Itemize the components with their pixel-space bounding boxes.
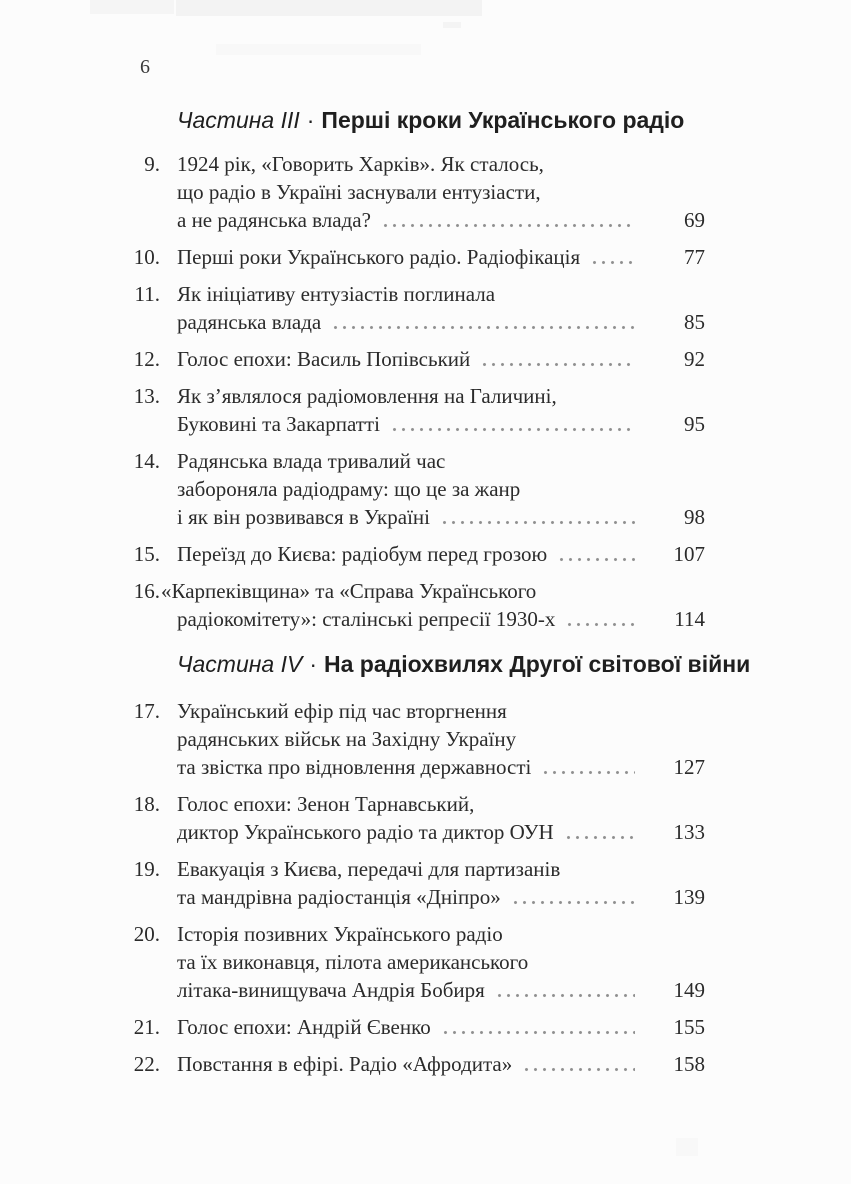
toc-entry <box>100 382 705 438</box>
entry-page-ref: 107 <box>673 542 705 566</box>
entry-number: 13. <box>133 384 160 408</box>
dot-leader <box>557 557 635 562</box>
entry-title-line: Буковині та Закарпатті <box>177 412 380 436</box>
toc-entry <box>100 920 705 1004</box>
entry-title-lastline <box>177 503 637 531</box>
entry-number: 9. <box>144 152 160 176</box>
entry-title <box>160 540 637 568</box>
entry-title-line: Як ініціативу ентузіастів поглинала <box>177 282 496 306</box>
entry-title-line: Евакуація з Києва, передачі для партизанів <box>177 857 561 881</box>
entry-title-line: диктор Українського радіо та диктор ОУН <box>177 820 554 844</box>
dot-leader <box>522 1067 635 1072</box>
entry-title <box>160 1013 637 1041</box>
entry-page-ref: 149 <box>673 978 705 1002</box>
scan-artifact <box>216 44 421 55</box>
entry-number: 22. <box>133 1052 160 1076</box>
entry-title <box>160 345 637 373</box>
entry-page-ref: 98 <box>684 505 705 529</box>
entry-number: 12. <box>133 347 160 371</box>
entry-title-lastline <box>177 753 637 781</box>
entry-title <box>160 790 637 846</box>
entry-page-ref: 77 <box>684 245 705 269</box>
entry-page-ref: 127 <box>673 755 705 779</box>
dot-leader <box>590 260 635 265</box>
dot-leader <box>565 622 635 627</box>
entry-title-lastline <box>177 243 637 271</box>
entry-title <box>160 382 637 438</box>
entry-title-lastline <box>177 345 637 373</box>
table-of-contents <box>100 105 751 1087</box>
entry-page-ref: 139 <box>673 885 705 909</box>
dot-leader <box>440 520 635 525</box>
entry-page-ref: 114 <box>674 607 705 631</box>
entry-number: 18. <box>133 792 160 816</box>
toc-entry <box>100 243 705 271</box>
entry-title-line: радянська влада <box>177 310 322 334</box>
toc-entry <box>100 447 705 531</box>
dot-leader <box>480 362 635 367</box>
entry-title-line: і як він розвивався в Україні <box>177 505 430 529</box>
entry-title-line: забороняла радіодраму: що це за жанр <box>177 477 521 501</box>
entry-number: 20. <box>133 922 160 946</box>
entry-title <box>160 447 637 531</box>
dot-leader <box>511 900 635 905</box>
entry-title-line: що радіо в Україні заснували ентузіасти, <box>177 180 541 204</box>
page-number: 6 <box>140 56 150 78</box>
entry-title-lastline <box>177 308 637 336</box>
toc-entry <box>100 1013 705 1041</box>
part-label: Частина III <box>177 107 300 133</box>
entry-title-line: та їх виконавця, пілота американського <box>177 950 529 974</box>
toc-entry <box>100 697 705 781</box>
entry-title-line: радянських військ на Західну Україну <box>177 727 517 751</box>
dot-leader <box>331 325 635 330</box>
dot-leader <box>441 1030 635 1035</box>
entry-title-lastline <box>177 206 637 234</box>
entry-number: 19. <box>133 857 160 881</box>
entry-page-ref: 133 <box>673 820 705 844</box>
separator-dot: · <box>309 651 317 677</box>
part-label: Частина IV <box>177 651 303 677</box>
entry-title-line: Переїзд до Києва: радіобум перед грозою <box>177 542 548 566</box>
entry-title <box>160 697 637 781</box>
toc-entry <box>100 280 705 336</box>
entry-title-line: Радянська влада тривалий час <box>177 449 446 473</box>
entry-title-lastline <box>177 883 637 911</box>
part-heading-3 <box>177 105 705 135</box>
toc-entry <box>100 345 705 373</box>
entry-title-line: та звістка про відновлення державності <box>177 755 532 779</box>
entry-title-lastline <box>177 605 637 633</box>
toc-entry <box>100 150 705 234</box>
dot-leader <box>381 223 635 228</box>
entry-title-line: радіокомітету»: сталінські репресії 1930-х <box>177 607 556 631</box>
entry-title-line: Як з’являлося радіомовлення на Галичині, <box>177 384 557 408</box>
entry-title-lastline <box>177 976 637 1004</box>
entry-page-ref: 158 <box>673 1052 705 1076</box>
entry-page-ref: 155 <box>673 1015 705 1039</box>
entry-title <box>160 280 637 336</box>
entry-title-line: Український ефір під час вторгнення <box>177 699 507 723</box>
entry-title <box>160 1050 637 1078</box>
entry-title-line: Голос епохи: Василь Попівський <box>177 347 471 371</box>
entry-page-ref: 95 <box>684 412 705 436</box>
entry-number: 21. <box>133 1015 160 1039</box>
scan-artifact <box>676 1138 698 1156</box>
entry-title-lastline <box>177 818 637 846</box>
toc-entry <box>100 855 705 911</box>
scan-artifact <box>90 0 174 14</box>
entry-title-line: Повстання в ефірі. Радіо «Афродита» <box>177 1052 513 1076</box>
entry-title-line: а не радянська влада? <box>177 208 371 232</box>
dot-leader <box>564 835 635 840</box>
entry-number: 11. <box>134 282 160 306</box>
entry-number: 16. <box>133 579 160 603</box>
toc-entry <box>100 577 705 633</box>
scan-artifact <box>443 22 461 28</box>
entry-title-line: Історія позивних Українського радіо <box>177 922 503 946</box>
entry-number: 15. <box>133 542 160 566</box>
part-title: Перші кроки Українського радіо <box>321 107 685 133</box>
entry-title-line: Перші роки Українського радіо. Радіофікація <box>177 245 581 269</box>
entry-title <box>160 920 637 1004</box>
entry-title <box>160 150 637 234</box>
part-title: На радіохвилях Другої світової війни <box>323 651 751 677</box>
entry-title <box>160 243 637 271</box>
entry-page-ref: 69 <box>684 208 705 232</box>
entry-title-lastline <box>177 410 637 438</box>
entry-title-line: Голос епохи: Андрій Євенко <box>177 1015 431 1039</box>
entry-page-ref: 85 <box>684 310 705 334</box>
entry-title-line: 1924 рік, «Говорить Харків». Як сталось, <box>177 152 544 176</box>
entry-title-lastline <box>177 1050 637 1078</box>
toc-entry <box>100 1050 705 1078</box>
entry-number: 10. <box>133 245 160 269</box>
entry-title-lastline <box>177 540 637 568</box>
part-heading-4 <box>177 649 751 679</box>
dot-leader <box>541 770 635 775</box>
entry-title-line: літака-винищувача Андрія Бобиря <box>177 978 485 1002</box>
toc-entry <box>100 540 705 568</box>
entry-title <box>160 577 637 633</box>
dot-leader <box>495 993 635 998</box>
entry-number: 17. <box>133 699 160 723</box>
entry-title-line: Голос епохи: Зенон Тарнавський, <box>177 792 475 816</box>
entry-title-line: «Карпеківщина» та «Справа Українського <box>161 579 537 603</box>
entry-title-line: та мандрівна радіостанція «Дніпро» <box>177 885 501 909</box>
toc-entry <box>100 790 705 846</box>
entry-title-lastline <box>177 1013 637 1041</box>
scan-artifact <box>176 0 482 16</box>
dot-leader <box>390 427 635 432</box>
entry-page-ref: 92 <box>684 347 705 371</box>
separator-dot: · <box>306 107 315 133</box>
entry-title <box>160 855 637 911</box>
entry-number: 14. <box>133 449 160 473</box>
